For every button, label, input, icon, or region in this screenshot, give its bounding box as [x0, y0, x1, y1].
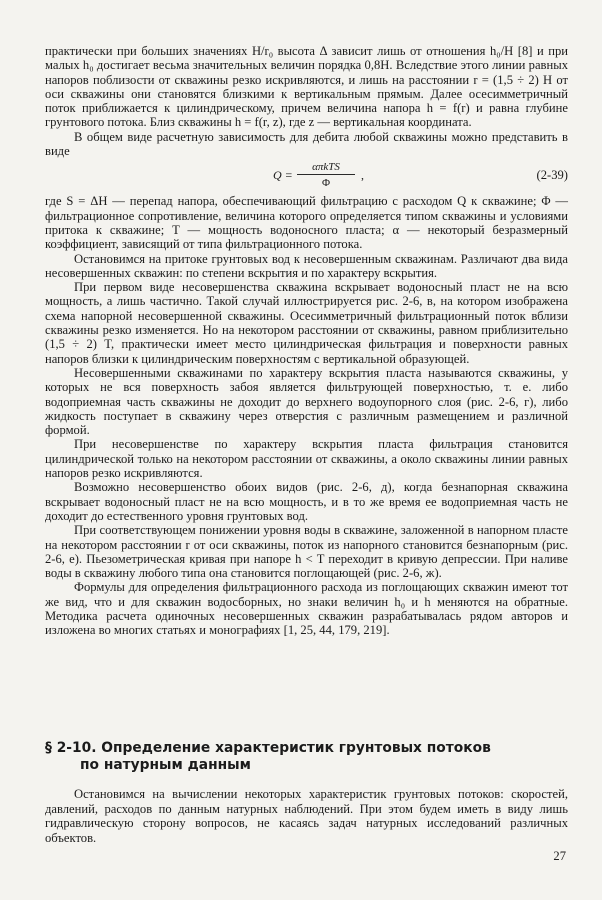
formula-comma: ,	[361, 168, 364, 183]
section-heading	[45, 740, 568, 774]
section-text-block	[45, 787, 568, 845]
paragraph-level-drop: При соответствующем понижении уровня воды в скважине, заложенной в напорном пласте на некотором расстоянии r от оси скважины, поток из напорного становится безнапорным (рис. 2-6, е). Пьезометрическая кривая при напоре h < T переходит в кривую депрессии. При наливе воды в скважину любого типа она становится поглощающей (рис. 2-6, ж).	[45, 523, 568, 581]
paragraph-absorbing-wells: Формулы для определения фильтрационного расхода из поглощающих скважин имеют тот же вид, что и для скважин водосборных, но знаки величин h₀ и h меняются на обратные. Методика расчета одиночных несовершенных скважин разрабатывалась рядом авторов и изложена во многих статьях и монографиях [1, 25, 44, 179, 219].	[45, 580, 568, 638]
equation-number: (2-39)	[536, 168, 568, 183]
formula-numerator: απkTS	[312, 161, 340, 174]
paragraph-formula-intro: В общем виде расчетную зависимость для дебита любой скважины можно представить в виде	[45, 129, 568, 159]
fraction-bar	[297, 174, 355, 175]
paragraph-second-type: Несовершенными скважинами по характеру вскрытия пласта называются скважины, у которых не вся поверхность забоя является фильтрующей поверхностью, т. е. либо водоприемная часть скважины не доходит до верхнего водоупорного слоя (рис. 2-6, г), либо жидкость поступает в скважину через отверстия с различным размещением и различной формой.	[45, 365, 568, 438]
equation-2-39	[45, 160, 568, 190]
paragraph-section-intro: Остановимся на вычислении некоторых характеристик грунтовых потоков: скоростей, давлений, расходов по данным натурных наблюдений. При этом будем иметь в виду лишь гидравлическую сторону вопросов, не касаясь задач натурных исследований различных объектов.	[45, 787, 568, 845]
paragraph-both-types: Возможно несовершенство обоих видов (рис. 2-6, д), когда безнапорная скважина вскрывает водоносный пласт не на всю мощность, и в то же время ее водоприемная часть не доходит до естественного уровня грунтовых вод.	[45, 480, 568, 523]
page-number: 27	[553, 849, 566, 863]
section-title-line1: § 2-10. Определение характеристик грунтовых потоков	[45, 740, 491, 756]
main-text-block	[45, 44, 568, 638]
formula-denominator: Φ	[321, 177, 331, 190]
paragraph-definitions: где S = ΔH — перепад напора, обеспечивающий фильтрацию с расходом Q к скважине; Φ — фильтрационное сопротивление, величина которого определяется типом скважины и условиями притока к скважине; T — мощность водоносного пласта; α — некоторый безразмерный коэффициент, зависящий от типа фильтрационного потока.	[45, 194, 568, 252]
paragraph-imperfect-wells: Остановимся на притоке грунтовых вод к несовершенным скважинам. Различают два вида несовершенных скважин: по степени вскрытия и по характеру вскрытия.	[45, 251, 568, 280]
paragraph-cylindrical-filtration: При несовершенстве по характеру вскрытия пласта фильтрация становится цилиндрической только на некотором расстоянии от скважины, а около скважины линии равных напоров резко искривляются.	[45, 437, 568, 481]
section-title-line2: по натурным данным	[80, 757, 251, 773]
paragraph-continuation: практически при больших значениях H/r₀ высота Δ зависит лишь от отношения h₀/H [8] и при малых h₀ достигает весьма значительных величин порядка 0,8H. Вследствие этого линии равных напоров поблизости от скважины резко искривляются, и лишь на расстоянии r = (1,5 ÷ 2) H от оси скважины они становятся близкими к вертикальным прямым. Далее осесимметричный поток приближается к цилиндрическому, причем величина напора h = f(r) и равна глубине грунтового потока. Близ скважины h = f(r, z), где z — вертикальная координата.	[45, 44, 568, 130]
paragraph-first-type: При первом виде несовершенства скважина вскрывает водоносный пласт не на всю мощность, а лишь частично. Такой случай иллюстрируется рис. 2-6, в, на котором изображена схема напорной несовершенной скважины. Осесимметричный фильтрационный поток вблизи скважины резко изменяется. Но на некотором расстоянии от скважины, равном приблизительно (1,5 ÷ 2) T, практически имеет место цилиндрическая фильтрация и поверхности равных напоров близки к цилиндрическим поверхностям с вертикальной образующей.	[45, 280, 568, 366]
formula-lhs: Q =	[273, 168, 293, 183]
